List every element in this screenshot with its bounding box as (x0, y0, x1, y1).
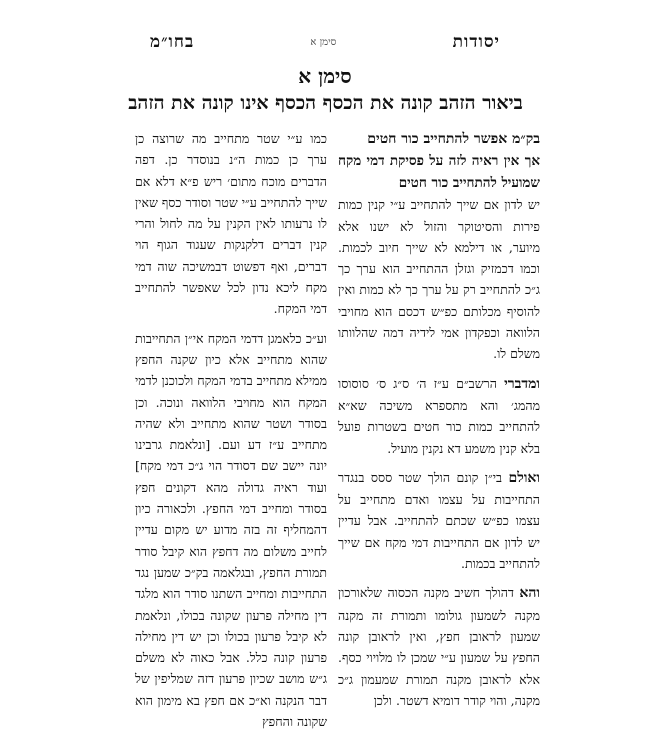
running-head-section: בחו״מ (150, 32, 195, 52)
left-text-column (135, 128, 327, 730)
left-paragraph-1: כמו ע״י שטר מתחייב מה שרוצה כן ערך כן כמות ה״נ בנוסדר כן. דפה הדברים מוכח מתום׳ ריש פ״א דלא אם שייך להתחייב ע״י שטר וסודר כסף שאין לו נרעותו לאין הקנין על מה לחול והרי קנין דברים דלקנקות שעגוד הגוף הוי דברים, ואף דפשוט דבמשיכה שוה דמי מקח ליכא נדון לכל שאפשר להתחייב דמי המקח. (135, 131, 327, 317)
running-head (150, 30, 500, 54)
paragraph-4 (338, 582, 540, 711)
paragraph-3-lead: ואולם (508, 469, 540, 486)
paragraph-3 (338, 467, 540, 574)
paragraph-2-lead: ומדברי (504, 375, 540, 392)
paragraph-1-body: יש לדון אם שייך להתחייב ע״י קנין כמות פירות והסיטוקר והזול לא ישנו אלא מיוער, או דילמא לא שייך חיוב לכמות. וכמו דכמזיק וגזלן ההתחייב הוא ערך כך ג״כ להתחייב רק על ערך כך לא כמות ואין להוסיף מכלותם כפ״ש דכסם הוא מחויבי הלוואה וכפקדון אמי לידיה דמה שהלוותו משלם לו. (338, 197, 540, 362)
running-head-book-title: יסודות (452, 32, 500, 52)
paragraph-3-body: בי״ן קונם הולך שטר ססס בנגדר התחייבות על עצמו ואדם מתחייב על עצמו כפ״ש שכתם להתחייב. אבל עדיין יש לדון אם התחייבות דמי מקח אם שייך להתחייב בכמות. (338, 469, 540, 572)
paragraph-2-body: הרשב״ם ע״ז ה׳ ס״ג ס׳ סוסוסו מהמג׳ והא מתספרא משיכה שא״א להתחייב כמות כור חטים בשטרות פועל בלא קנין משמע דא נקנין מועיל. (338, 375, 540, 456)
siman-heading: סימן א (298, 64, 352, 88)
paragraph-1 (338, 128, 540, 365)
right-text-column (338, 128, 540, 708)
paragraph-2 (338, 373, 540, 459)
paragraph-1-subhead: אך אין ראיה לזה על פסיקת דמי מקח שמועיל להתחייב כור חטים (338, 153, 540, 192)
paragraph-1-lead: בק״מ אפשר להתחייב כור חטים (367, 131, 540, 147)
chapter-title: ביאור הזהב קונה את הכסף הכסף אינו קונה את הזהב (128, 92, 523, 114)
paragraph-4-lead: והא (519, 585, 540, 602)
running-head-siman: סימן א (310, 36, 337, 48)
left-paragraph-2: וע״כ כלאמגן דדמי המקח אי״ן התחייבות שהוא מתחייב אלא כיון שקנה החפץ ממילא מתחייב בדמי המקח ולכוכנן לדמי המקח הוא מחויבי הלוואה ונוכה. וכן בסודר ושטר שהוא מתחייב ולא שהיה מתחייב ע״ז דע ועם. [ונלאמת גרבינו יונה יישב שם דסודר הוי ג״כ דמי מקח] ועוד ראיה גדולה מהא דקונים חפץ בסודר ומחייב דמי החפץ. ולכאורה כיון דהמחליף זה בזה מדוע יש מקום עדיין לחייב משלום מה דחפץ הוא קיבל סודר תמורת החפץ, ובגלאמה בק״כ שמען נגד התחייבות ומחייב השתנו סודר הוא מלגד דין מחילה פרעון שקונה בכולו, ונלאמת לא קיבל פרעון בכולו וכן יש דין מחילה פרעון קונה כלל. אבל כאוה לא משלם ג״ש מושב שכיון פרעון דזה שמליפין של דבר הנקנה וא״כ אם חפץ בא מימון הוא שקונה והחפץ (135, 330, 327, 730)
paragraph-4-body: דהולך חשיב מקנה הכסוה שלאורכון מקנה לשמעון גולומו ותמורת זה מקנה שמעון לראובן חפץ, ואין לראובן קונה החפץ על שמעון ע״י שמכן לו מלויוי כסף. אלא לראובן מקנה תמורת שמעמון ג״כ מקנה, והוי קודר דומיא דשטר. ולכן (338, 585, 540, 708)
